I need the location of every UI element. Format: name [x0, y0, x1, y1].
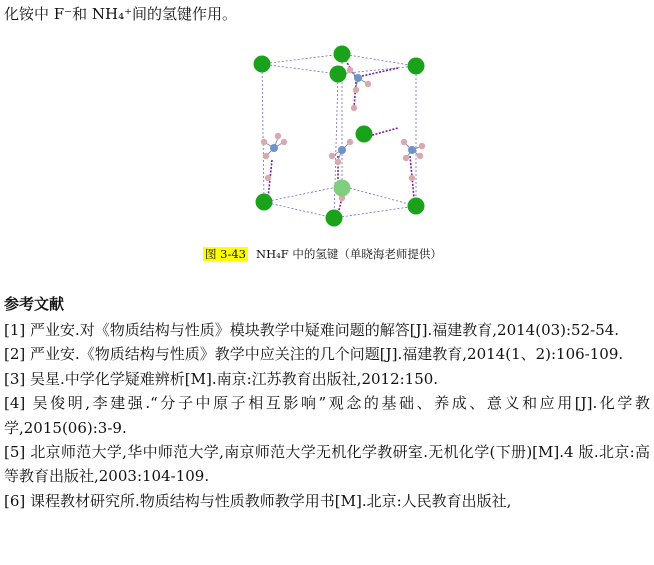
reference-item: [6] 课程教材研究所.物质结构与性质教师教学用书[M].北京:人民教育出版社, [4, 491, 512, 510]
references-heading: 参考文献 [4, 295, 65, 313]
figure-number: 图 3-43 [205, 247, 246, 261]
reference-item: [2] 严业安.《物质结构与性质》教学中应关注的几个问题[J].福建教育,2014(1、2):106-109. [4, 345, 624, 364]
reference-item: [4] 吴俊明,李建强.“分子中原子相互影响”观念的基础、养成、意义和应用[J].化学教学,2015(06):3-9. [4, 394, 650, 437]
nitrogen-atoms [270, 74, 416, 154]
figure-caption [203, 246, 442, 262]
reference-item: [1] 严业安.对《物质结构与性质》模块教学中疑难问题的解答[J].福建教育,2014(03):52-54. [4, 321, 620, 339]
intro-text: 化铵中 F⁻和 NH₄⁺间的氢键作用。 [4, 5, 237, 23]
references-list [4, 318, 650, 513]
figure-caption-text: NH₄F 中的氢键（单晓海老师提供） [256, 247, 442, 261]
nh4f-structure-diagram [238, 38, 444, 234]
reference-item: [5] 北京师范大学,华中师范大学,南京师范大学无机化学教研室.无机化学(下册)[M].4 版.北京:高等教育出版社,2003:104-109. [4, 443, 650, 486]
crystal-structure-figure [238, 38, 444, 234]
reference-item: [3] 吴星.中学化学疑难辨析[M].南京:江苏教育出版社,2012:150. [4, 369, 439, 388]
